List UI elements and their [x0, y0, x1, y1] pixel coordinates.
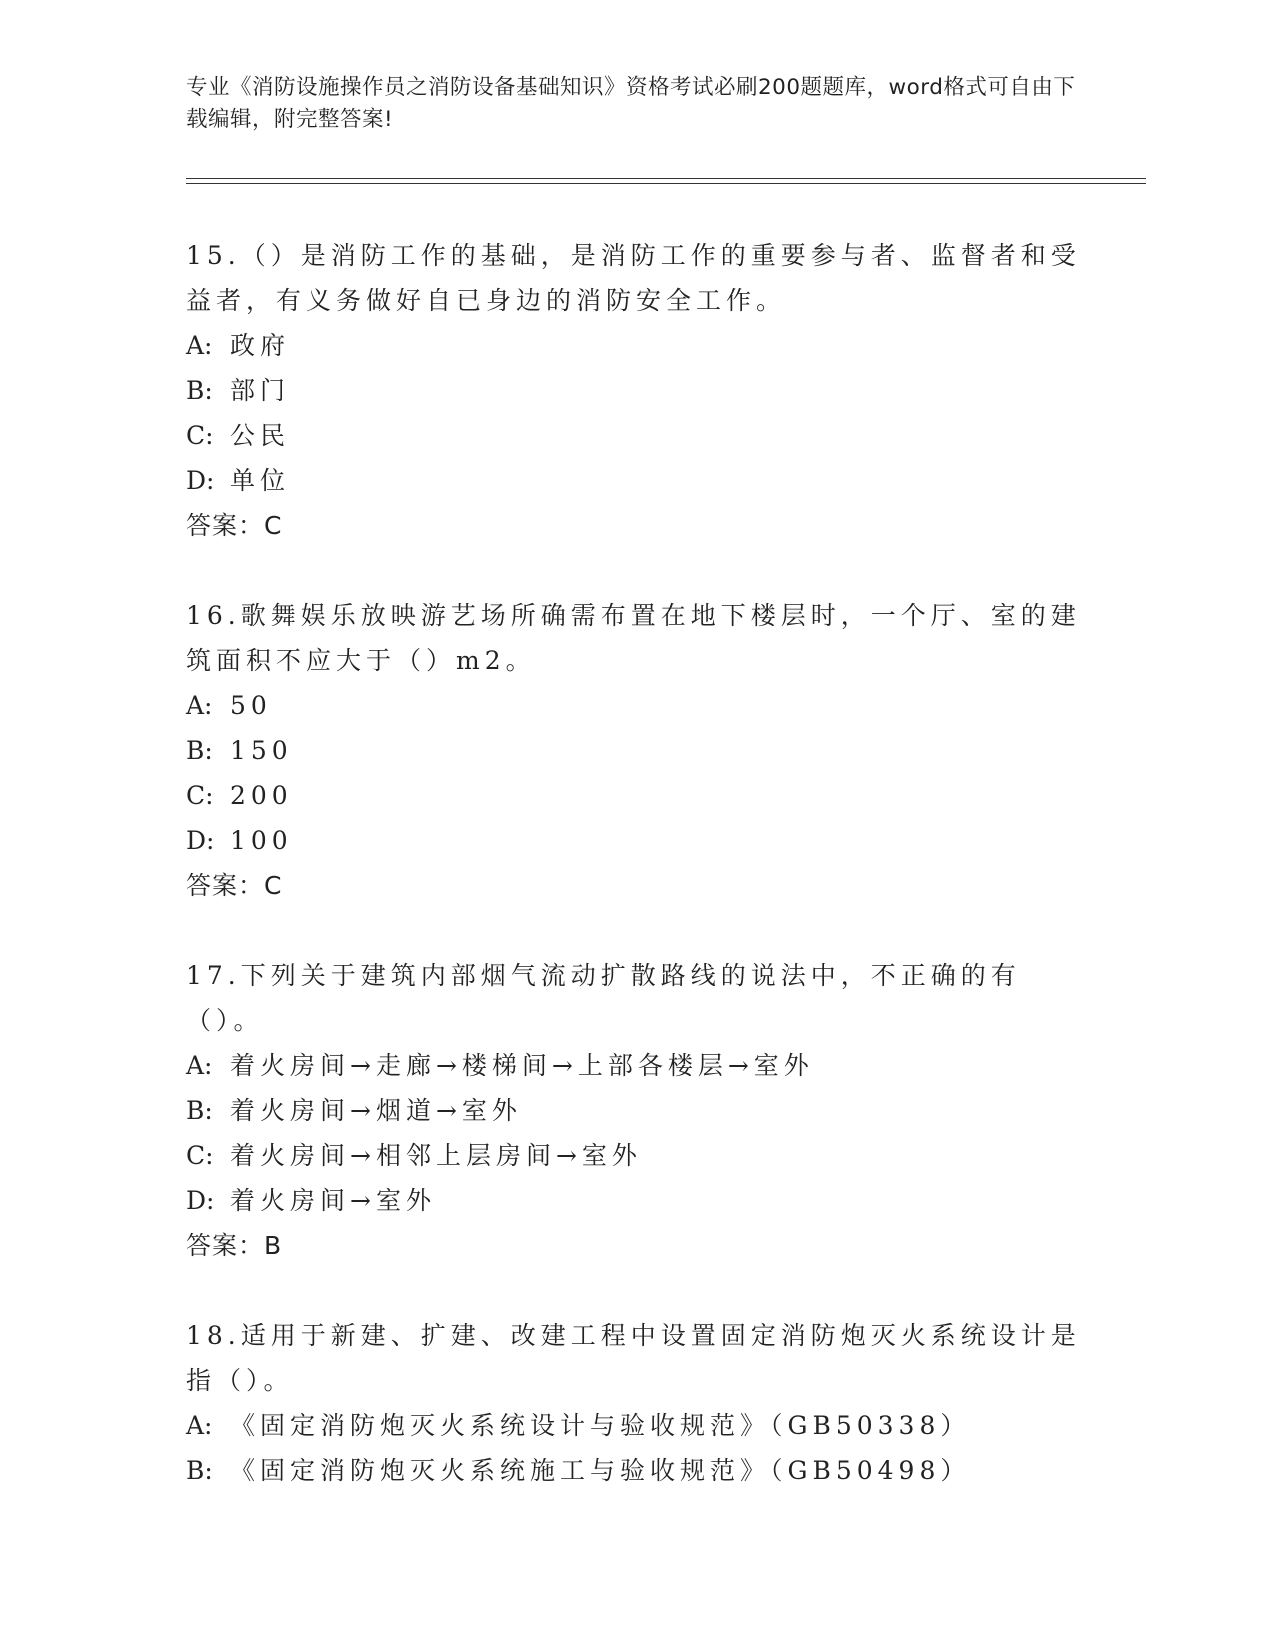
- option-d: [186, 818, 1086, 863]
- question-list: [186, 233, 1086, 1538]
- option-label: C:: [186, 1141, 214, 1170]
- option-c: [186, 413, 1086, 458]
- option-a: [186, 683, 1086, 728]
- question-17: [186, 953, 1086, 1268]
- option-a: [186, 1403, 1086, 1448]
- document-header: 专业《消防设施操作员之消防设备基础知识》资格考试必刷200题题库，word格式可自由下载编辑，附完整答案!: [186, 75, 1076, 132]
- answer-line: 答案：C: [186, 871, 283, 900]
- option-a: [186, 1043, 1086, 1088]
- option-text: 《固定消防炮灭火系统设计与验收规范》（GB50338）: [230, 1411, 971, 1440]
- option-c: [186, 773, 1086, 818]
- option-text: 公民: [230, 421, 291, 450]
- option-text: 政府: [230, 331, 291, 360]
- option-c: [186, 1133, 1086, 1178]
- question-stem: 18.适用于新建、扩建、改建工程中设置固定消防炮灭火系统设计是指（）。: [186, 1321, 1081, 1395]
- option-text: 200: [230, 781, 293, 810]
- answer-line: 答案：C: [186, 511, 283, 540]
- option-text: 100: [230, 826, 293, 855]
- answer-line: 答案：B: [186, 1231, 283, 1260]
- option-b: [186, 1088, 1086, 1133]
- option-text: 150: [230, 736, 293, 765]
- option-label: A:: [186, 331, 213, 360]
- option-label: D:: [186, 1186, 215, 1215]
- option-b: [186, 728, 1086, 773]
- option-label: B:: [186, 736, 213, 765]
- question-stem: 16.歌舞娱乐放映游艺场所确需布置在地下楼层时，一个厅、室的建筑面积不应大于（）m2。: [186, 601, 1081, 675]
- option-label: B:: [186, 1096, 213, 1125]
- option-label: A:: [186, 691, 213, 720]
- option-a: [186, 323, 1086, 368]
- option-d: [186, 1178, 1086, 1223]
- option-text: 着火房间→相邻上层房间→室外: [230, 1141, 642, 1170]
- option-label: C:: [186, 781, 214, 810]
- option-label: A:: [186, 1051, 213, 1080]
- option-b: [186, 1448, 1086, 1493]
- option-label: D:: [186, 466, 215, 495]
- option-text: 着火房间→走廊→楼梯间→上部各楼层→室外: [230, 1051, 814, 1080]
- option-label: D:: [186, 826, 215, 855]
- option-label: C:: [186, 421, 214, 450]
- option-text: 着火房间→室外: [230, 1186, 436, 1215]
- question-18: [186, 1313, 1086, 1493]
- option-text: 单位: [230, 466, 291, 495]
- question-stem: 15.（）是消防工作的基础，是消防工作的重要参与者、监督者和受益者，有义务做好自已身边的消防安全工作。: [186, 241, 1081, 315]
- question-stem: 17.下列关于建筑内部烟气流动扩散路线的说法中，不正确的有（）。: [186, 961, 1021, 1035]
- option-text: 《固定消防炮灭火系统施工与验收规范》（GB50498）: [230, 1456, 971, 1485]
- option-label: B:: [186, 1456, 213, 1485]
- option-text: 部门: [230, 376, 291, 405]
- option-text: 50: [230, 691, 272, 720]
- option-label: A:: [186, 1411, 213, 1440]
- option-b: [186, 368, 1086, 413]
- question-16: [186, 593, 1086, 908]
- question-15: [186, 233, 1086, 548]
- header-divider-top: [186, 178, 1146, 179]
- option-d: [186, 458, 1086, 503]
- option-label: B:: [186, 376, 213, 405]
- option-text: 着火房间→烟道→室外: [230, 1096, 522, 1125]
- header-divider-bottom: [186, 183, 1146, 184]
